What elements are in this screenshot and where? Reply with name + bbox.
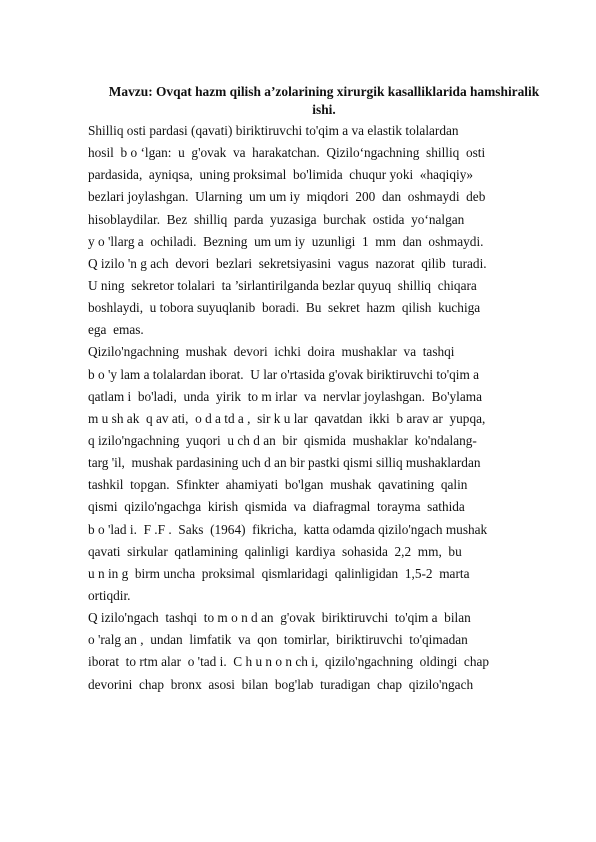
document-title bbox=[84, 83, 564, 119]
text-line: hisoblaydilar. Bez shilliq parda yuzasiga burchak ostida yo‘nalgan bbox=[88, 211, 465, 227]
text-line: tashkil topgan. Sfinkter ahamiyati bo'lgan mushak qavatining qalin bbox=[88, 477, 468, 493]
text-line: o 'ralg an , undan limfatik va qon tomirlar, biriktiruvchi to'qimadan bbox=[88, 632, 468, 648]
text-line: U ning sekretor tolalari ta ’sirlantirilganda bezlar quyuq shilliq chiqara bbox=[88, 277, 477, 293]
text-line: b o 'y lam a tolalardan iborat. U lar o'rtasida g'ovak biriktiruvchi to'qim a bbox=[88, 366, 480, 382]
text-line: targ 'il, mushak pardasining uch d an bir pastki qismi silliq mushaklardan bbox=[88, 455, 481, 471]
text-line: qatlam i bo'ladi, unda yirik to m irlar va nervlar joylashgan. Bo'ylama bbox=[88, 388, 482, 404]
text-line: qismi qizilo'ngachga kirish qismida va diafragmal torayma sathida bbox=[88, 499, 465, 515]
text-line: Q izilo'ngach tashqi to m o n d an g'ovak biriktiruvchi to'qim a bilan bbox=[88, 610, 471, 626]
text-line: m u sh ak q av ati, o d a td a , sir k u lar qavatdan ikki b arav ar yupqa, bbox=[88, 410, 486, 426]
text-line: boshlaydi, u tobora suyuqlanib boradi. Bu sekret hazm qilish kuchiga bbox=[88, 300, 481, 316]
text-line: q izilo'ngachning yuqori u ch d an bir qismida mushaklar ko'ndalang- bbox=[88, 432, 477, 448]
text-line: Shilliq osti pardasi (qavati) biriktiruvchi to'qim a va elastik tolalardan bbox=[88, 123, 459, 138]
text-line: devorini chap bronx asosi bilan bog'lab turadigan chap qizilo'ngach bbox=[88, 676, 474, 692]
text-line: y o 'llarg a ochiladi. Bezning um um iy uzunligi 1 mm dan oshmaydi. bbox=[88, 233, 484, 249]
text-line: Q izilo 'n g ach devori bezlari sekretsiyasini vagus nazorat qilib turadi. bbox=[88, 255, 487, 271]
text-line: ega emas. bbox=[88, 322, 144, 338]
text-line: u n in g birm uncha proksimal qismlaridagi qalinligidan 1,5-2 marta bbox=[88, 565, 470, 581]
document-body bbox=[88, 120, 568, 696]
text-line: qavati sirkular qatlamining qalinligi kardiya sohasida 2,2 mm, bu bbox=[88, 543, 462, 559]
text-line: iborat to rtm alar o 'tad i. C h u n o n ch i, qizilo'ngachning oldingi chap bbox=[88, 654, 490, 670]
text-line: pardasida, ayniqsa, uning proksimal bo'limida chuqur yoki «haqiqiy» bbox=[88, 167, 473, 183]
text-line: b o 'lad i. F .F . Saks (1964) fikricha, katta odamda qizilo'ngach mushak bbox=[88, 521, 488, 537]
text-line: ortiqdir. bbox=[88, 587, 131, 603]
title-line-1: Mavzu: Ovqat hazm qilish a’zolarining xirurgik kasalliklarida hamshiralik bbox=[108, 84, 540, 99]
text-line: Qizilo'ngachning mushak devori ichki doira mushaklar va tashqi bbox=[88, 344, 455, 360]
title-line-2: ishi. bbox=[312, 102, 336, 117]
text-line: hosil b o ‘lgan: u g'ovak va harakatchan. Qizilo‘ngachning shilliq osti bbox=[88, 145, 486, 161]
text-line: bezlari joylashgan. Ularning um um iy miqdori 200 dan oshmaydi deb bbox=[88, 189, 486, 205]
